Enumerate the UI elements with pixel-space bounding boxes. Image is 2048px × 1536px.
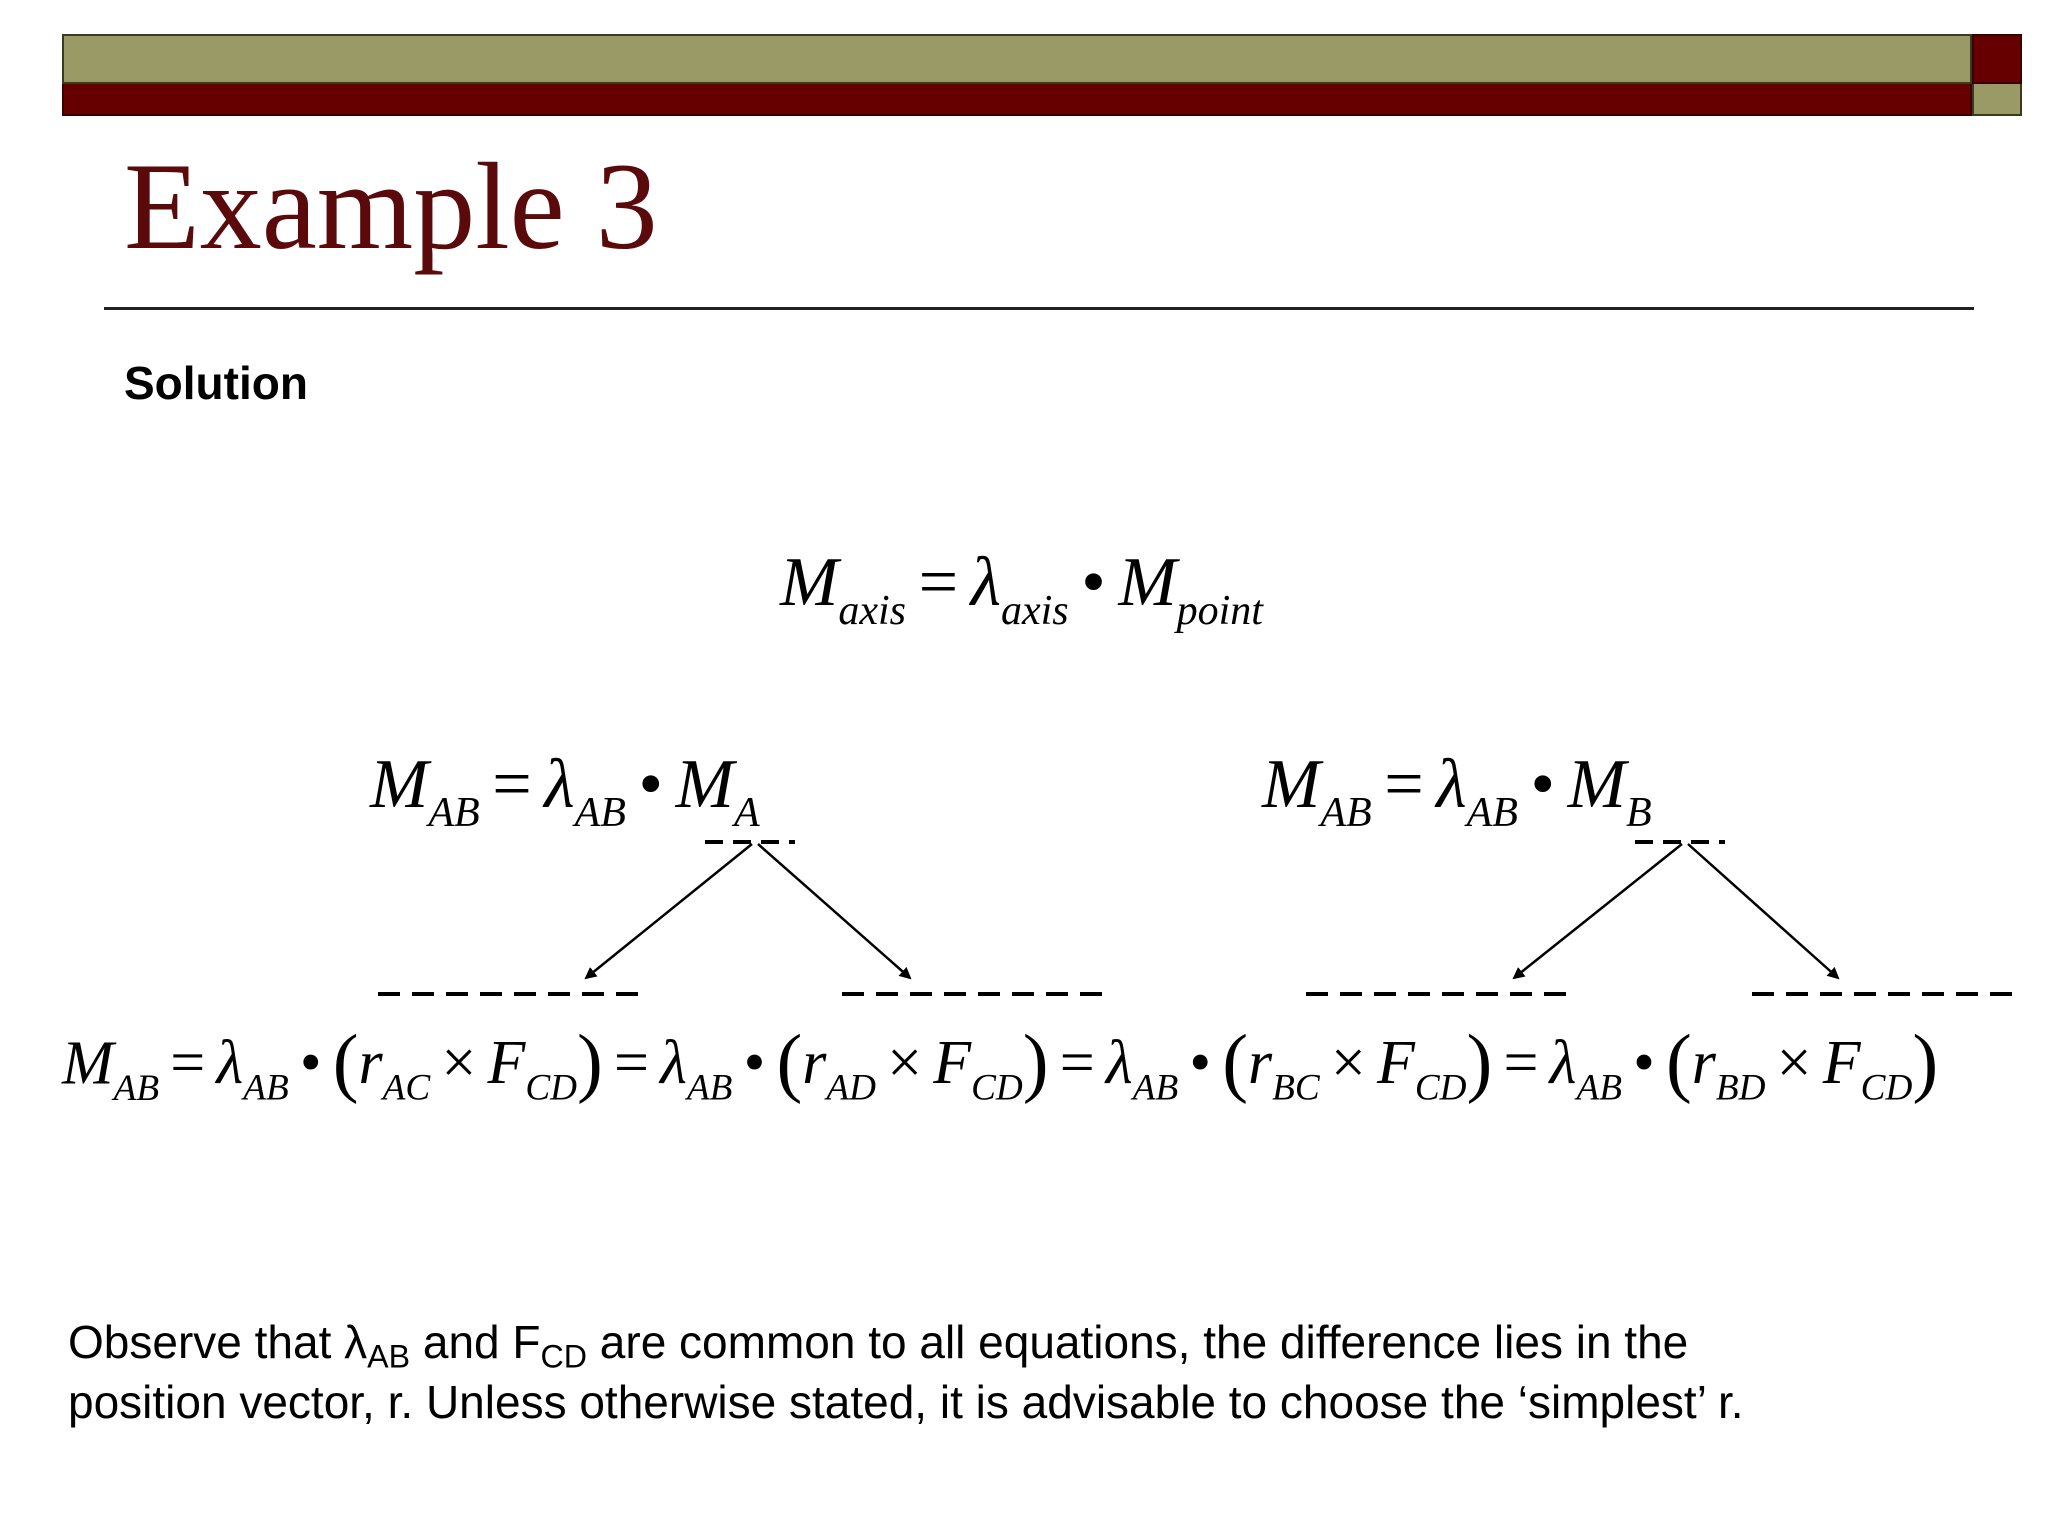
- eq-main-lhs: M: [780, 544, 839, 621]
- header-bar-olive: [62, 34, 1972, 84]
- note-f-sub: CD: [540, 1338, 588, 1375]
- eq-left-lhs-sub: AB: [428, 789, 480, 836]
- header-bar-maroon: [62, 84, 1972, 116]
- arrow-a-to-ac: [586, 844, 752, 978]
- eq-main-lambda: λ: [970, 544, 1001, 621]
- eq-right-rhs-sub: B: [1625, 789, 1652, 836]
- eq-right-rhs: M: [1567, 746, 1626, 823]
- header-corner-maroon: [1972, 34, 2022, 84]
- eq-left-lhs: M: [370, 746, 429, 823]
- eq-main-dot: •: [1081, 544, 1106, 621]
- eq-term-bc: $\lambda_{AB}$ • $(r_{BC} \times F_{CD})$: [1105, 1019, 1493, 1110]
- eq-term-ac: $\lambda_{AB}$ • $(r_{AC} \times F_{CD})$: [216, 1019, 603, 1110]
- header-corner-olive: [1972, 84, 2022, 116]
- note-lambda: λ: [344, 1316, 368, 1368]
- eq-main-lambda-sub: axis: [1000, 587, 1069, 634]
- eq-main-lhs-sub: axis: [838, 587, 906, 634]
- eq-right-lhs-sub: AB: [1320, 789, 1372, 836]
- observation-note: [68, 1312, 1988, 1432]
- note-line-2: position vector, r. Unless otherwise stated, it is advisable to choose the ‘simplest’ r.: [68, 1376, 1744, 1428]
- eq-term-bd: $\lambda_{AB}$ • $(r_{BD} \times F_{CD})$: [1549, 1019, 1939, 1110]
- solution-heading: Solution: [124, 357, 308, 409]
- arrow-a-to-ad: [758, 844, 910, 978]
- note-lambda-sub: AB: [367, 1338, 411, 1375]
- eq-left-lambda: λ: [544, 746, 575, 823]
- arrow-b-to-bc: [1514, 844, 1682, 978]
- equation-main: $M_{axis} = \lambda_{axis}$ • $M_{point}$: [780, 544, 1263, 634]
- equation-moment-about-a: $M_{AB} = \lambda_{AB}$ • $M_A$: [370, 746, 760, 836]
- eq-right-dot: •: [1530, 746, 1556, 823]
- eq-left-lambda-sub: AB: [574, 789, 626, 836]
- eq-right-lambda-sub: AB: [1466, 789, 1518, 836]
- eq-right-lhs: M: [1262, 746, 1321, 823]
- eq-main-rhs-sub: point: [1176, 587, 1263, 634]
- arrow-b-to-bd: [1688, 844, 1838, 978]
- slide-title: Example 3: [124, 138, 658, 275]
- equation-expanded: $M_{AB} = \lambda_{AB}$ • $(r_{AC} \times F_{CD}) = \lambda_{AB}$ • $(r_{AD} \times F_{CD}) = \lambda_{AB}$ • $(r_{BC} \times F_{CD}) = \lambda_{AB}$ • $(r_{BD} \times F_{CD})$: [62, 1019, 1939, 1110]
- eq-right-lambda: λ: [1436, 746, 1467, 823]
- equation-moment-about-b: $M_{AB} = \lambda_{AB}$ • $M_B$: [1262, 746, 1652, 836]
- eq-term-ad: $\lambda_{AB}$ • $(r_{AD} \times F_{CD})$: [660, 1019, 1049, 1110]
- eq-left-rhs: M: [675, 746, 734, 823]
- eq-bottom-lhs-sub: AB: [113, 1068, 160, 1110]
- eq-main-rhs: M: [1118, 544, 1177, 621]
- eq-left-rhs-sub: A: [733, 789, 760, 836]
- note-line-1: Observe that $\lambda_{AB}$ and $F_{CD}$ are common to all equations, the difference lies in the: [68, 1316, 1689, 1375]
- eq-left-dot: •: [638, 746, 664, 823]
- title-divider: [104, 307, 1974, 310]
- eq-bottom-lhs: M: [62, 1029, 114, 1098]
